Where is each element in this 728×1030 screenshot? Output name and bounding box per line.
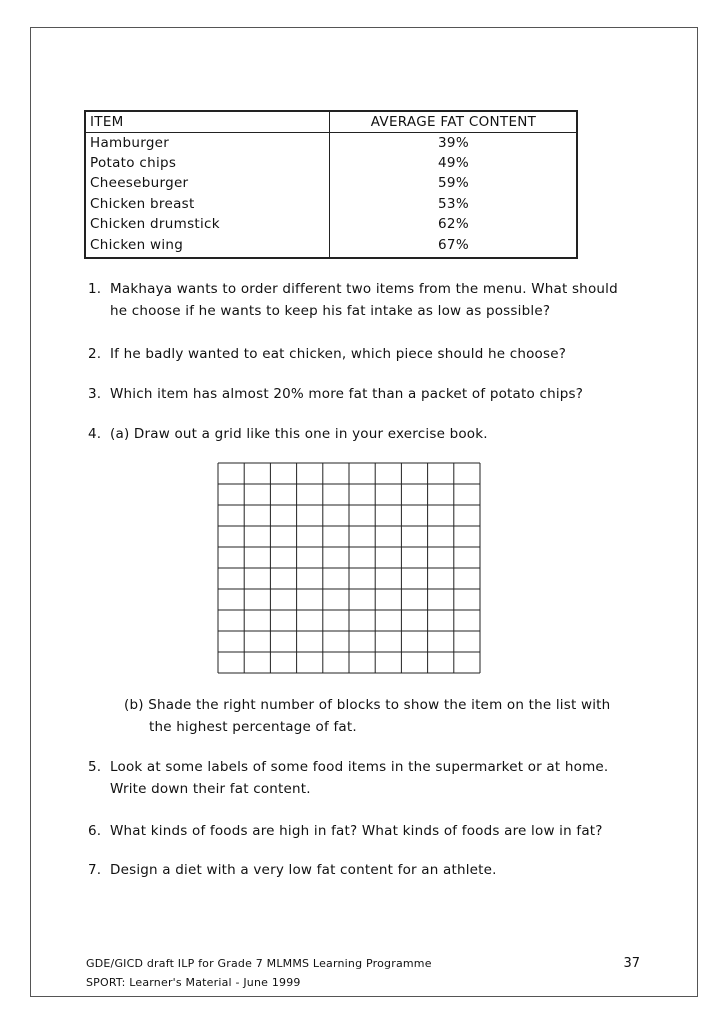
table-cell-fat: 39% <box>438 135 469 151</box>
question-7 <box>88 859 497 881</box>
table-cell-item: Cheeseburger <box>90 175 189 191</box>
table-cell-item: Chicken breast <box>90 196 195 212</box>
table-cell-item: Chicken wing <box>90 237 184 253</box>
question-3 <box>88 383 583 405</box>
question-6 <box>88 820 603 842</box>
question-number: 3. <box>88 386 102 402</box>
question-text: (b) Shade the right number of blocks to show the item on the list with <box>124 697 611 713</box>
question-text: Design a diet with a very low fat content for an athlete. <box>110 862 497 878</box>
fat-content-table <box>84 110 578 259</box>
hundred-square-grid <box>217 462 481 674</box>
question-2 <box>88 343 566 365</box>
question-text: What kinds of foods are high in fat? What kinds of foods are low in fat? <box>110 823 603 839</box>
question-4 <box>88 423 488 445</box>
table-cell-item: Potato chips <box>90 155 177 171</box>
table-header-fat: AVERAGE FAT CONTENT <box>370 114 537 130</box>
question-text: Look at some labels of some food items in the supermarket or at home. <box>110 759 609 775</box>
table-cell-fat: 49% <box>438 155 469 171</box>
table-cell-fat: 67% <box>438 237 469 253</box>
question-number: 2. <box>88 346 102 362</box>
question-number: 7. <box>88 862 102 878</box>
page-footer <box>86 954 432 992</box>
question-1 <box>88 278 618 322</box>
question-text: Which item has almost 20% more fat than a packet of potato chips? <box>110 386 584 402</box>
page-number: 37 <box>623 956 640 971</box>
footer-material-line: SPORT: Learner's Material - June 1999 <box>86 976 301 989</box>
question-number: 4. <box>88 426 102 442</box>
table-cell-item: Hamburger <box>90 135 170 151</box>
question-text-continued: the highest percentage of fat. <box>149 719 357 735</box>
question-text: Makhaya wants to order different two items from the menu. What should <box>110 281 618 297</box>
question-text-continued: he choose if he wants to keep his fat intake as low as possible? <box>110 303 551 319</box>
question-number: 6. <box>88 823 102 839</box>
table-cell-fat: 59% <box>438 175 469 191</box>
question-text: If he badly wanted to eat chicken, which piece should he choose? <box>110 346 567 362</box>
question-text: (a) Draw out a grid like this one in your exercise book. <box>110 426 488 442</box>
question-text-continued: Write down their fat content. <box>110 781 311 797</box>
table-cell-fat: 62% <box>438 216 469 232</box>
question-number: 5. <box>88 759 102 775</box>
table-header-item: ITEM <box>90 114 124 130</box>
question-number: 1. <box>88 281 102 297</box>
footer-programme-line: GDE/GICD draft ILP for Grade 7 MLMMS Learning Programme <box>86 957 432 970</box>
table-cell-item: Chicken drumstick <box>90 216 220 232</box>
table-cell-fat: 53% <box>438 196 469 212</box>
question-5 <box>88 756 608 800</box>
question-4b <box>124 694 610 738</box>
